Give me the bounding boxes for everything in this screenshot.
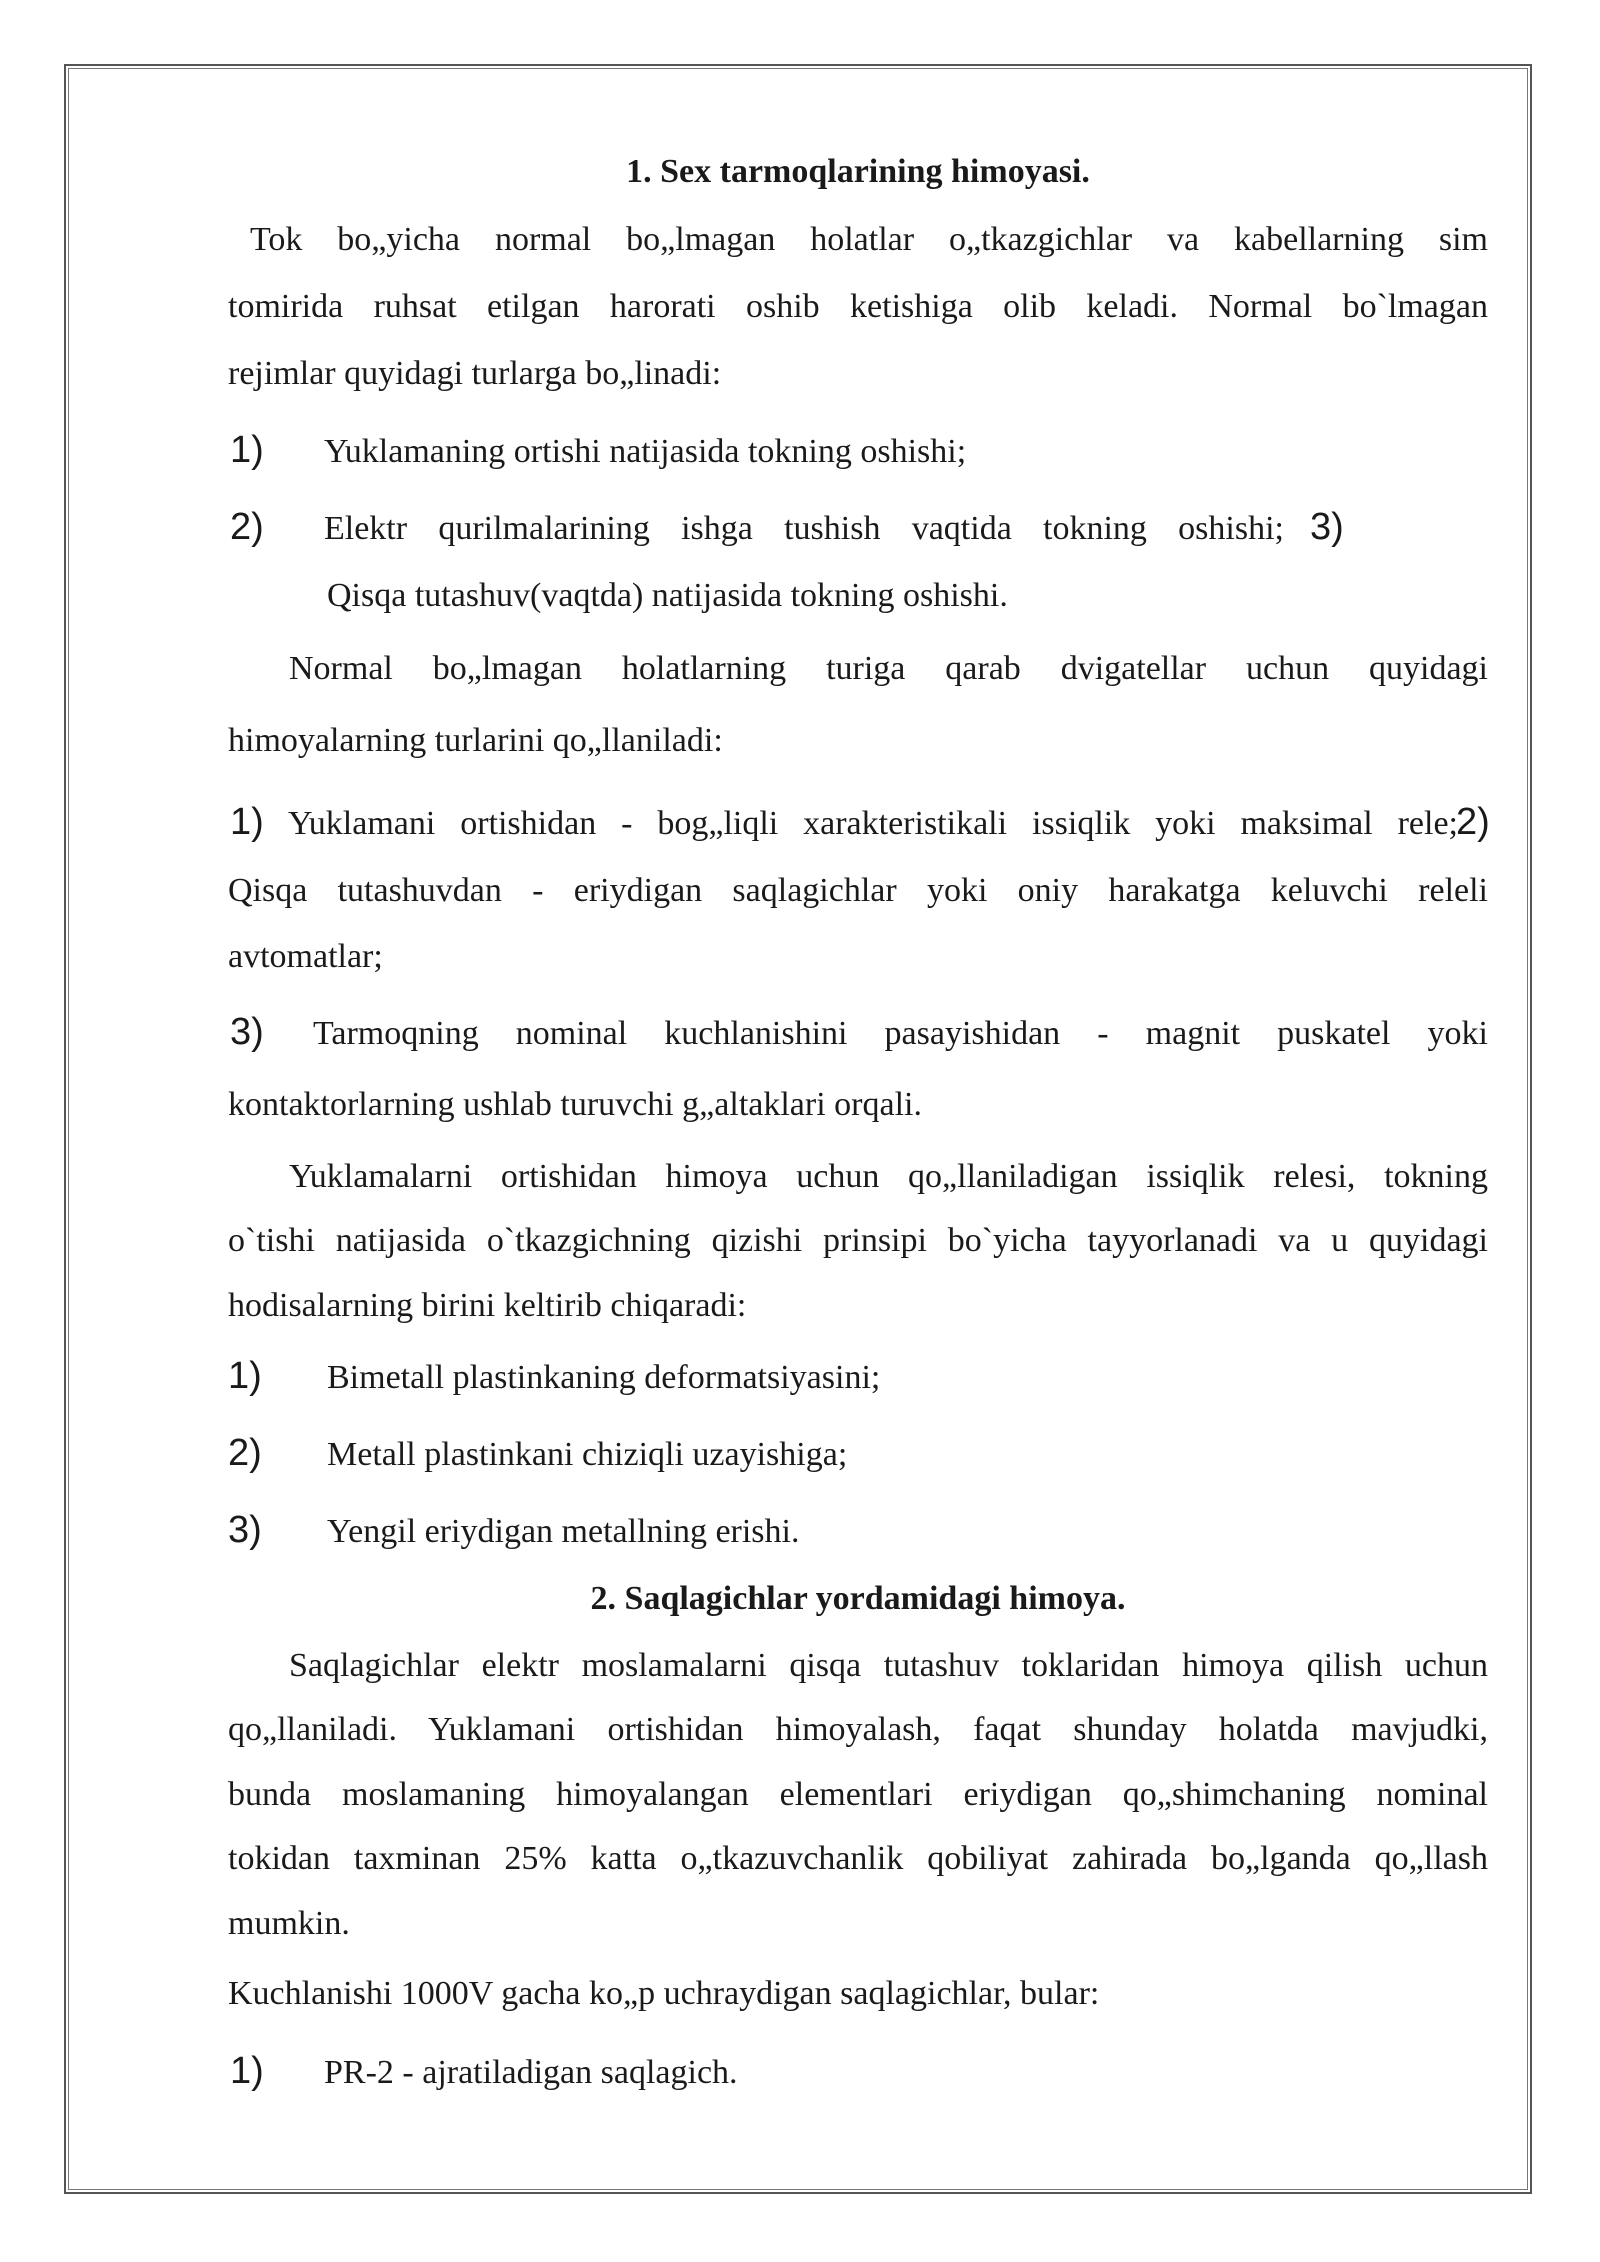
paragraph-4-line-4: tokidan taxminan 25% katta o„tkazuvchanlik qobiliyat zahirada bo„lganda qo„llash	[228, 1840, 1488, 1877]
list1-item-1: Yuklamaning ortishi natijasida tokning oshishi;	[324, 433, 967, 470]
list2-item-2-line-2: avtomatlar;	[228, 938, 383, 975]
paragraph-3-line-3: hodisalarning birini keltirib chiqaradi:	[228, 1287, 747, 1324]
list2-number-2: 2)	[1456, 801, 1490, 843]
list3-number-1: 1)	[228, 1355, 262, 1397]
list2-item-2-line-1: Qisqa tutashuvdan - eriydigan saqlagichlar yoki oniy harakatga keluvchi releli	[228, 872, 1488, 909]
section-heading-1: 1. Sex tarmoqlarining himoyasi.	[626, 153, 1090, 190]
list4-item-1: PR-2 - ajratiladigan saqlagich.	[324, 2054, 738, 2091]
list3-item-3: Yengil eriydigan metallning erishi.	[327, 1513, 800, 1550]
paragraph-2-line-1: Normal bo„lmagan holatlarning turiga qarab dvigatellar uchun quyidagi	[289, 650, 1488, 687]
paragraph-1-line-1: Tok bo„yicha normal bo„lmagan holatlar o„tkazgichlar va kabellarning sim	[250, 221, 1488, 258]
paragraph-3-line-2: o`tishi natijasida o`tkazgichning qizishi prinsipi bo`yicha tayyorlanadi va u quyidagi	[228, 1222, 1488, 1259]
list2-item-3-line-1: Tarmoqning nominal kuchlanishini pasayishidan - magnit puskatel yoki	[313, 1015, 1488, 1052]
paragraph-4-line-1: Saqlagichlar elektr moslamalarni qisqa tutashuv toklaridan himoya qilish uchun	[289, 1647, 1488, 1684]
paragraph-3-line-1: Yuklamalarni ortishidan himoya uchun qo„llaniladigan issiqlik relesi, tokning	[289, 1158, 1488, 1195]
list2-number-3: 3)	[230, 1011, 264, 1053]
paragraph-2-line-2: himoyalarning turlarini qo„llaniladi:	[228, 722, 723, 759]
list1-number-3: 3)	[1310, 506, 1344, 548]
paragraph-5: Kuchlanishi 1000V gacha ko„p uchraydigan saqlagichlar, bular:	[228, 1975, 1100, 2012]
list1-number-2: 2)	[230, 506, 264, 548]
list3-number-3: 3)	[228, 1509, 262, 1551]
paragraph-4-line-2: qo„llaniladi. Yuklamani ortishidan himoyalash, faqat shunday holatda mavjudki,	[228, 1711, 1488, 1748]
list1-number-1: 1)	[230, 429, 264, 471]
list1-item-3: Qisqa tutashuv(vaqtda) natijasida tokning oshishi.	[327, 577, 1008, 614]
paragraph-4-line-5: mumkin.	[228, 1905, 350, 1942]
list3-item-2: Metall plastinkani chiziqli uzayishiga;	[327, 1436, 848, 1473]
list4-number-1: 1)	[230, 2050, 264, 2092]
paragraph-1-line-3: rejimlar quyidagi turlarga bo„linadi:	[228, 355, 722, 392]
list3-item-1: Bimetall plastinkaning deformatsiyasini;	[327, 1359, 881, 1396]
list2-number-1: 1)	[230, 801, 264, 843]
list3-number-2: 2)	[228, 1432, 262, 1474]
list2-item-3-line-2: kontaktorlarning ushlab turuvchi g„altaklari orqali.	[228, 1086, 922, 1123]
paragraph-4-line-3: bunda moslamaning himoyalangan elementlari eriydigan qo„shimchaning nominal	[228, 1776, 1488, 1813]
paragraph-1-line-2: tomirida ruhsat etilgan harorati oshib ketishiga olib keladi. Normal bo`lmagan	[228, 288, 1488, 325]
section-heading-2: 2. Saqlagichlar yordamidagi himoya.	[590, 1580, 1126, 1617]
list1-item-2: Elektr qurilmalarining ishga tushish vaqtida tokning oshishi;	[324, 510, 1284, 547]
list2-item-1: Yuklamani ortishidan - bog„liqli xarakteristikali issiqlik yoki maksimal rele;	[288, 805, 1458, 842]
